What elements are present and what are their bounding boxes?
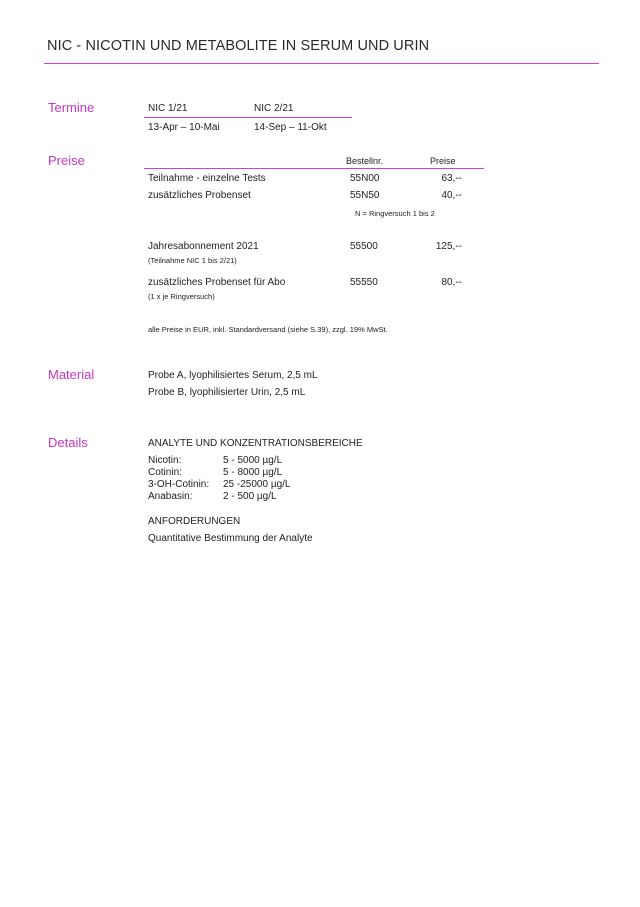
analyte-range: 2 - 500 µg/L (223, 491, 277, 502)
price-row-price: 63,-- (441, 173, 462, 184)
price-footnote: alle Preise in EUR, inkl. Standardversand (siehe S.39), zzgl. 19% MwSt. (148, 325, 388, 334)
round-2-dates: 14-Sep – 11-Okt (254, 122, 327, 133)
requirements-heading: ANFORDERUNGEN (148, 516, 241, 527)
round-1-name: NIC 1/21 (148, 103, 188, 114)
round-1-dates: 13-Apr – 10-Mai (148, 122, 220, 133)
analyte-range: 5 - 5000 µg/L (223, 455, 283, 466)
price-row-price: 40,-- (441, 190, 462, 201)
abo-set-name: zusätzliches Probenset für Abo (148, 277, 286, 288)
price-row-name: Teilnahme - einzelne Tests (148, 173, 266, 184)
title-divider (44, 63, 599, 64)
preise-divider (144, 168, 484, 169)
abo-subtext: (Teilnahme NIC 1 bis 2/21) (148, 256, 237, 265)
abo-set-price: 80,-- (441, 277, 462, 288)
column-header-preise: Preise (430, 156, 456, 166)
price-row-name: zusätzliches Probenset (148, 190, 251, 201)
page-title: NIC - NICOTIN UND METABOLITE IN SERUM UND URIN (47, 38, 430, 54)
analyte-name: Cotinin: (148, 467, 182, 478)
analyte-range: 25 -25000 µg/L (223, 479, 291, 490)
section-label-details: Details (48, 435, 88, 450)
price-row-nr: 55N00 (350, 173, 380, 184)
abo-set-nr: 55550 (350, 277, 378, 288)
column-header-bestellnr: Bestellnr. (346, 156, 384, 166)
analyte-heading: ANALYTE UND KONZENTRATIONSBEREICHE (148, 438, 363, 449)
abo-nr: 55500 (350, 241, 378, 252)
abo-set-subtext: (1 x je Ringversuch) (148, 292, 215, 301)
abo-price: 125,-- (435, 241, 462, 252)
section-label-termine: Termine (48, 100, 95, 115)
price-row-nr: 55N50 (350, 190, 380, 201)
analyte-name: Nicotin: (148, 455, 182, 466)
section-label-material: Material (48, 367, 95, 382)
round-2-name: NIC 2/21 (254, 103, 294, 114)
analyte-name: Anabasin: (148, 491, 193, 502)
requirements-text: Quantitative Bestimmung der Analyte (148, 533, 313, 544)
abo-name: Jahresabonnement 2021 (148, 241, 259, 252)
material-item: Probe A, lyophilisiertes Serum, 2,5 mL (148, 370, 318, 381)
material-item: Probe B, lyophilisierter Urin, 2,5 mL (148, 387, 306, 398)
section-label-preise: Preise (48, 153, 85, 168)
termine-divider (144, 117, 352, 118)
analyte-range: 5 - 8000 µg/L (223, 467, 283, 478)
ringversuch-note: N = Ringversuch 1 bis 2 (355, 209, 435, 218)
analyte-name: 3-OH-Cotinin: (148, 479, 210, 490)
